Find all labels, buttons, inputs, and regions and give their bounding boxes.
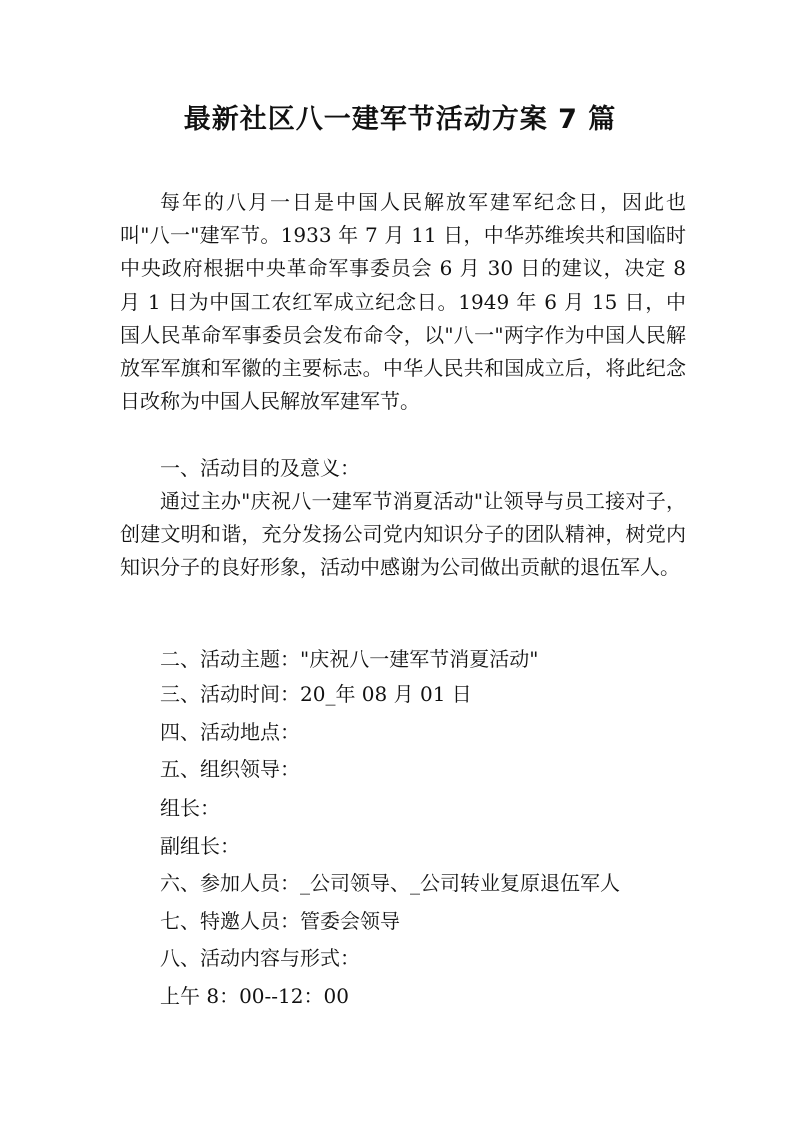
intro-paragraph: 每年的八月一日是中国人民解放军建军纪念日，因此也叫"八一"建军节。1933 年 7 月 11 日，中华苏维埃共和国临时中央政府根据中央革命军事委员会 6 月 30 日的建议，决定 8 月 1 日为中国工农红军成立纪念日。1949 年 6 月 15 日，中国人民革命军事委员会发布命令，以"八一"两字作为中国人民解放军军旗和军徽的主要标志。中华人民共和国成立后，将此纪念日改称为中国人民解放军建军节。: [120, 190, 686, 414]
section-content-form: 八、活动内容与形式：: [160, 946, 360, 970]
morning-time-line: 上午 8：00--12：00: [160, 984, 349, 1008]
section-time: 三、活动时间：20_年 08 月 01 日: [160, 682, 472, 706]
section-participants: 六、参加人员：_公司领导、_公司转业复原退伍军人: [160, 871, 620, 895]
document-title: 最新社区八一建军节活动方案 7 篇: [183, 104, 617, 135]
section-location: 四、活动地点：: [160, 720, 300, 744]
section-theme: 二、活动主题："庆祝八一建军节消夏活动": [160, 647, 539, 671]
section-leadership: 五、组织领导：: [160, 757, 300, 781]
section-heading-purpose: 一、活动目的及意义：: [160, 456, 360, 480]
section-guests: 七、特邀人员：管委会领导: [160, 909, 400, 933]
leader-line: 组长：: [160, 796, 220, 820]
deputy-leader-line: 副组长：: [160, 834, 240, 858]
purpose-paragraph: 通过主办"庆祝八一建军节消夏活动"让领导与员工接对子，创建文明和谐，充分发扬公司党内知识分子的团队精神，树党内知识分子的良好形象，活动中感谢为公司做出贡献的退伍军人。: [120, 489, 686, 580]
